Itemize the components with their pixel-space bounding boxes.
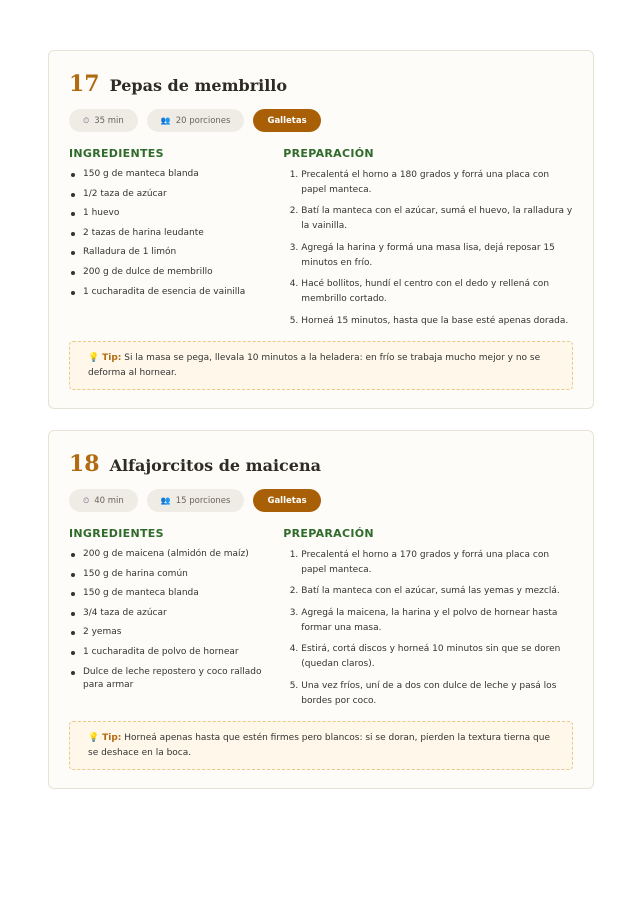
step-text: Hacé bollitos, hundí el centro con el dedo y rellená con membrillo cortado. [301, 279, 550, 305]
recipe-body [69, 147, 573, 335]
time-chip [69, 489, 138, 512]
time-chip [69, 109, 138, 132]
portions-chip [147, 489, 245, 512]
step-text: Precalentá el horno a 180 grados y forrá una placa con papel manteca. [301, 170, 550, 195]
step-text: Precalentá el horno a 170 grados y forrá una placa con papel manteca. [301, 550, 550, 575]
tip-text: Si la masa se pega, llevala 10 minutos a la heladera: en frío se trabaja mucho mejor y no se deforma al hornear. [88, 353, 541, 378]
recipe-meta [69, 109, 573, 133]
portions-label: 20 porciones [175, 115, 231, 126]
step-item [283, 606, 573, 636]
step-number: 4. [289, 279, 299, 290]
recipe-number: 17 [69, 71, 100, 97]
ingredients-list [69, 548, 283, 692]
step-number: 2. [289, 586, 299, 597]
step-number: 4. [289, 644, 299, 655]
recipe-meta [69, 489, 573, 513]
list-item: 1 cucharadita de esencia de vainilla [69, 286, 283, 299]
step-text: Batí la manteca con el azúcar, sumá el huevo, la ralladura y la vainilla. [301, 206, 573, 232]
recipe-card [48, 50, 594, 409]
list-item: 150 g de harina común [69, 568, 283, 581]
timer-icon: ⏲ [83, 495, 90, 505]
list-item: 150 g de manteca blanda [69, 587, 283, 600]
lightbulb-icon: 💡 [88, 733, 100, 743]
time-label: 35 min [94, 115, 124, 126]
list-item: 2 yemas [69, 626, 283, 639]
timer-icon: ⏲ [83, 115, 90, 125]
people-icon: 👥 [160, 496, 171, 505]
tip-label: Tip: [102, 353, 122, 363]
tip-box [69, 721, 573, 770]
list-item: 3/4 taza de azúcar [69, 607, 283, 620]
steps-list [283, 168, 573, 329]
step-number: 2. [289, 206, 299, 217]
preparation-section [283, 527, 573, 715]
tip-label: Tip: [102, 733, 122, 743]
step-number: 1. [289, 170, 299, 180]
ingredients-section [69, 527, 283, 715]
list-item: Ralladura de 1 limón [69, 246, 283, 259]
step-number: 3. [289, 607, 299, 618]
step-item [283, 204, 573, 234]
step-text: Batí la manteca con el azúcar, sumá las yemas y mezclá. [301, 586, 560, 597]
tip-box [69, 341, 573, 390]
step-number: 1. [289, 550, 299, 560]
list-item: 150 g de manteca blanda [69, 168, 283, 181]
step-number: 5. [289, 680, 299, 691]
step-text: Agregá la harina y formá una masa lisa, dejá reposar 15 minutos en frío. [301, 242, 555, 268]
time-label: 40 min [94, 495, 124, 506]
recipe-card [48, 430, 594, 789]
list-item: Dulce de leche repostero y coco rallado para armar [69, 666, 283, 692]
ingredients-list [69, 168, 283, 299]
category-tag[interactable]: Galletas [253, 489, 320, 512]
step-text: Una vez fríos, uní de a dos con dulce de leche y pasá los bordes por coco. [301, 680, 557, 706]
tip-text: Horneá apenas hasta que estén firmes pero blancos: si se doran, pierden la textura tierna que se deshace en la boca. [88, 733, 551, 758]
recipe-number: 18 [69, 451, 100, 477]
step-number: 3. [289, 242, 299, 253]
step-item [283, 314, 573, 329]
step-item [283, 642, 573, 672]
ingredients-heading: INGREDIENTES [69, 147, 164, 160]
recipe-title: Pepas de membrillo [109, 76, 288, 95]
category-tag[interactable]: Galletas [253, 109, 320, 132]
step-text: Horneá 15 minutos, hasta que la base esté apenas dorada. [301, 315, 569, 326]
preparation-heading: PREPARACIÓN [283, 147, 374, 160]
step-item [283, 679, 573, 709]
portions-label: 15 porciones [175, 495, 231, 506]
recipe-body [69, 527, 573, 715]
ingredients-heading: INGREDIENTES [69, 527, 164, 540]
list-item: 1 cucharadita de polvo de hornear [69, 646, 283, 659]
step-item [283, 241, 573, 271]
preparation-section [283, 147, 573, 335]
steps-list [283, 548, 573, 709]
list-item: 1/2 taza de azúcar [69, 188, 283, 201]
recipe-title: Alfajorcitos de maicena [109, 456, 321, 475]
list-item: 1 huevo [69, 207, 283, 220]
recipe-header [69, 71, 573, 101]
preparation-heading: PREPARACIÓN [283, 527, 374, 540]
step-text: Estirá, cortá discos y horneá 10 minutos sin que se doren (quedan claros). [301, 644, 561, 670]
list-item: 200 g de dulce de membrillo [69, 266, 283, 279]
portions-chip [147, 109, 245, 132]
people-icon: 👥 [160, 116, 171, 125]
step-number: 5. [289, 315, 299, 326]
list-item: 2 tazas de harina leudante [69, 227, 283, 240]
ingredients-section [69, 147, 283, 335]
step-item [283, 168, 573, 198]
step-text: Agregá la maicena, la harina y el polvo de hornear hasta formar una masa. [301, 607, 558, 633]
recipe-header [69, 451, 573, 481]
step-item [283, 277, 573, 307]
step-item [283, 584, 573, 599]
lightbulb-icon: 💡 [88, 353, 100, 363]
step-item [283, 548, 573, 578]
list-item: 200 g de maicena (almidón de maíz) [69, 548, 283, 561]
